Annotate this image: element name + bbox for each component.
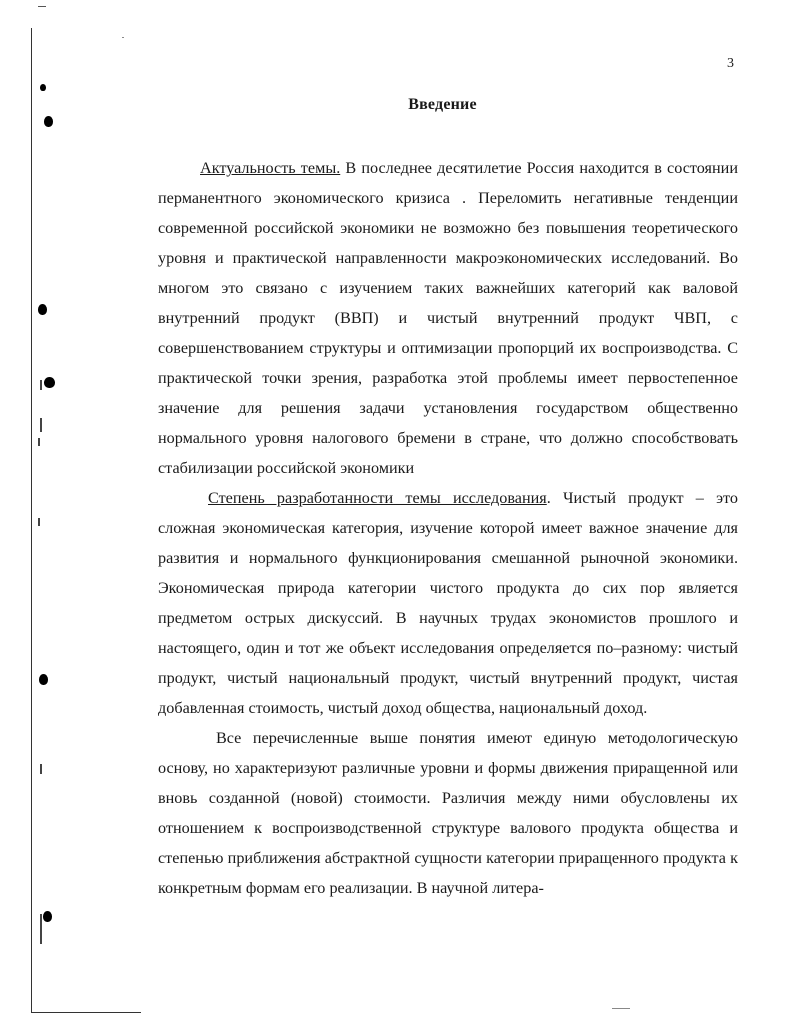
scan-mark <box>40 380 42 390</box>
punch-hole-mark <box>43 911 52 922</box>
scan-mark <box>122 37 124 38</box>
punch-hole-mark <box>39 674 48 685</box>
punch-hole-mark <box>40 84 46 91</box>
punch-hole-mark <box>44 377 55 388</box>
section-title: Введение <box>408 96 477 113</box>
scan-mark <box>40 914 42 944</box>
scan-mark <box>38 438 40 446</box>
paragraph-heading-relevance: Актуальность темы. <box>200 159 341 177</box>
scan-mark <box>38 518 40 526</box>
binding-edge-line <box>31 28 32 1013</box>
paragraph-text: Все перечисленные выше понятия имеют единую методологическую основу, но характеризуют различные уровни и формы движения приращенной или вновь созданной (новой) стоимости. Различия между ними обусловлены их отношением к воспроизводственной структуре валового продукта общества и степенью приближения абстрактной сущности категории приращенного продукта к конкретным формам его реализации. В научной литера- <box>158 729 738 897</box>
paragraph-text: . Чистый продукт – это сложная экономическая категория, изучение которой имеет важное значение для развития и нормального функционирования смешанной рыночной экономики. Экономическая природа категории чистого продукта до сих пор является предметом острых дискуссий. В научных трудах экономистов прошлого и настоящего, один и тот же объект исследования определяется по–разному: чистый продукт, чистый национальный продукт, чистый внутренний продукт, чистая добавленная стоимость, чистый доход общества, национальный доход. <box>158 489 738 717</box>
paragraph-concepts <box>158 723 738 903</box>
paragraph-research-degree <box>158 483 738 723</box>
scan-mark <box>40 418 42 432</box>
punch-hole-mark <box>38 304 47 315</box>
binding-bottom-line <box>31 1012 141 1013</box>
scan-mark <box>612 1008 630 1009</box>
punch-hole-mark <box>44 116 53 127</box>
scan-mark <box>38 6 46 7</box>
paragraph-relevance <box>158 153 738 483</box>
paragraph-heading-research-degree: Степень разработанности темы исследования <box>208 489 547 507</box>
scan-mark <box>40 764 42 774</box>
body-text <box>158 153 738 903</box>
paragraph-text: В последнее десятилетие Россия находится в состоянии перманентного экономического кризиса . Переломить негативные тенденции современной российской экономики не возможно без повышения теоретического уровня и практической направленности макроэкономических исследований. Во многом это связано с изучением таких важнейших категорий как валовой внутренний продукт (ВВП) и чистый внутренний продукт ЧВП, с совершенствованием структуры и оптимизации пропорций их воспроизводства. С практической точки зрения, разработка этой проблемы имеет первостепенное значение для решения задачи установления государством общественно нормального уровня налогового бремени в стране, что должно способствовать стабилизации российской экономики <box>158 159 738 477</box>
page-number: 3 <box>727 56 734 71</box>
